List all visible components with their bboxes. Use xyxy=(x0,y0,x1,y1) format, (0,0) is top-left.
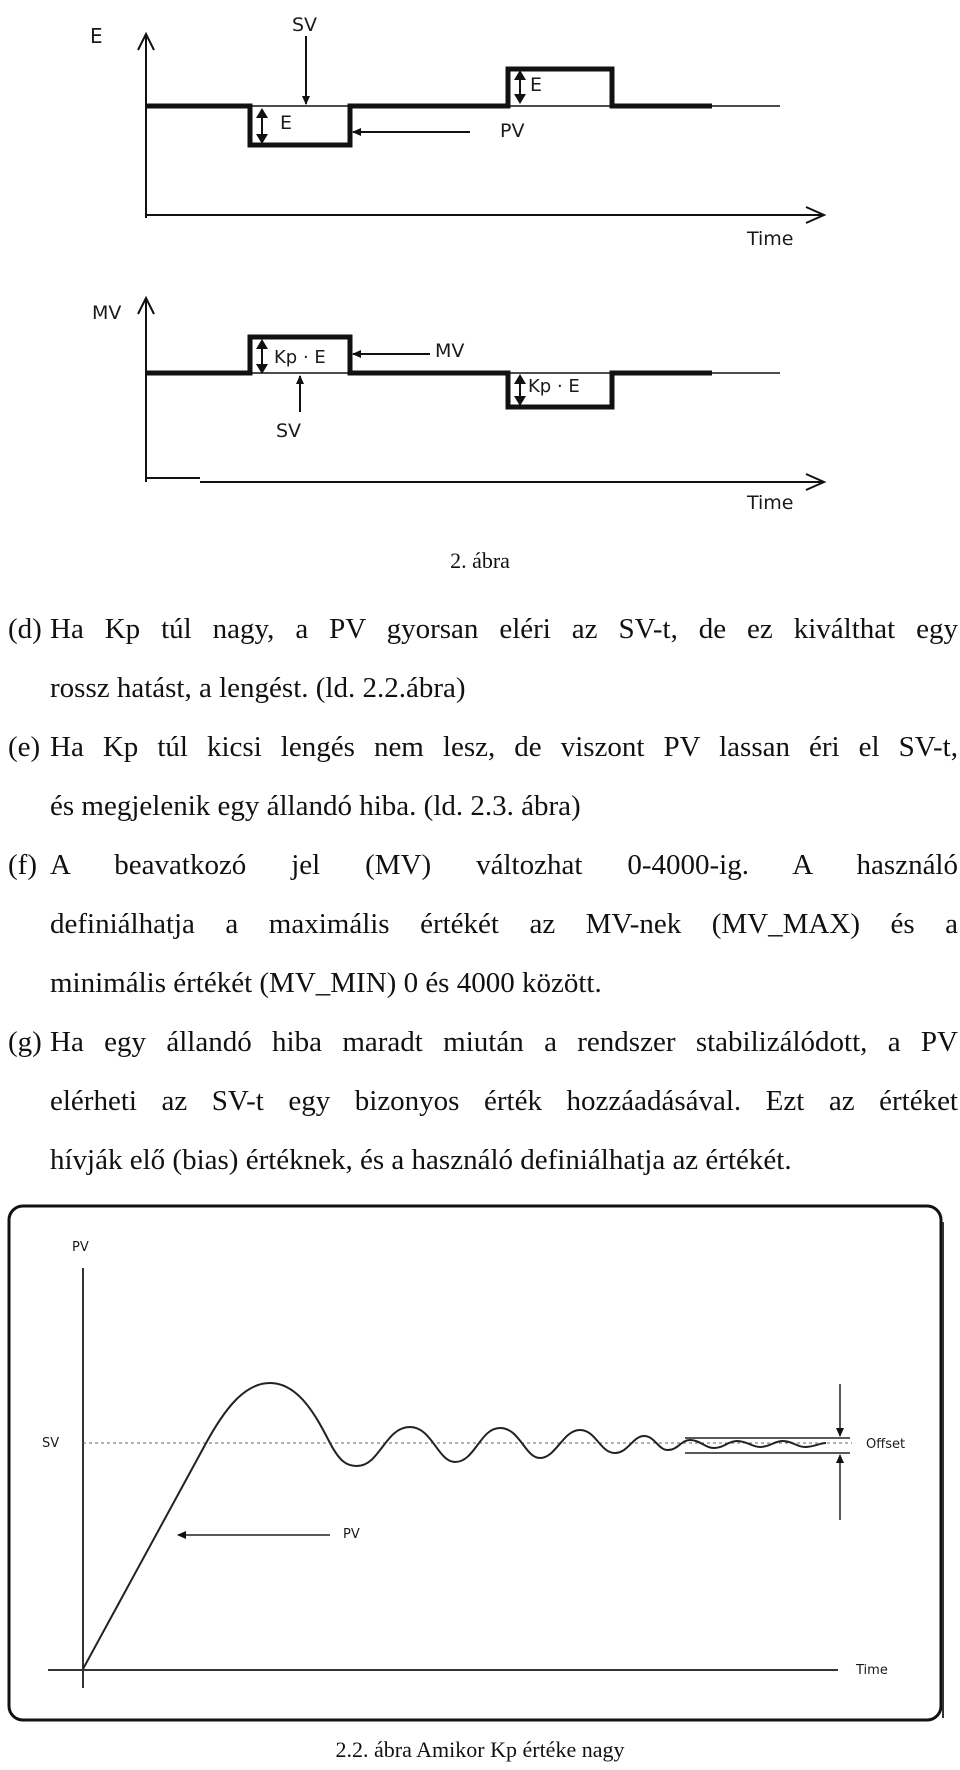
text-line: Ha egy állandó hiba maradt miután a rendszer stabilizálódott, a PV xyxy=(50,1026,958,1058)
fig2-sv-label: SV xyxy=(42,1436,60,1451)
list-item-label: (f) xyxy=(8,849,37,881)
list-item-label: (d) xyxy=(8,613,42,645)
fig2-x-axis-label: Time xyxy=(856,1663,888,1678)
top-y-axis-label: E xyxy=(90,24,103,48)
top-pv-label: PV xyxy=(500,120,525,142)
bottom-y-axis-label: MV xyxy=(92,302,122,324)
figure-2-caption: 2.2. ábra Amikor Kp értéke nagy xyxy=(335,1737,625,1762)
top-x-axis-label: Time xyxy=(747,228,794,250)
text-line: A beavatkozó jel (MV) változhat 0-4000-ig. A használó xyxy=(50,849,958,881)
fig2-pv-label: PV xyxy=(343,1527,360,1542)
list-item-body xyxy=(50,600,958,718)
text-line: rossz hatást, a lengést. (ld. 2.2.ábra) xyxy=(50,672,466,704)
list-item-body xyxy=(50,836,958,1013)
text-line: elérheti az SV-t egy bizonyos érték hozzáadásával. Ezt az értéket xyxy=(50,1085,958,1117)
text-line: és megjelenik egy állandó hiba. (ld. 2.3. ábra) xyxy=(50,790,581,822)
bottom-kp-label-low: Kp · E xyxy=(528,376,580,397)
list-item-label: (e) xyxy=(8,731,41,763)
list-item-label: (g) xyxy=(8,1026,42,1058)
fig2-offset-label: Offset xyxy=(866,1437,906,1452)
figure-2-frame xyxy=(9,1206,941,1720)
bottom-mv-trace xyxy=(146,337,712,407)
top-sv-label: SV xyxy=(292,14,318,36)
fig2-y-axis-label: PV xyxy=(72,1240,89,1255)
bottom-chart xyxy=(138,298,824,490)
text-line: Ha Kp túl kicsi lengés nem lesz, de viszont PV lassan éri el SV-t, xyxy=(50,731,958,763)
bottom-mv-label: MV xyxy=(435,340,465,362)
figure-2-graphics xyxy=(9,1206,943,1720)
text-line: minimális értékét (MV_MIN) 0 és 4000 között. xyxy=(50,967,602,999)
figure-1-caption: 2. ábra xyxy=(450,548,510,573)
top-error-label-high: E xyxy=(530,74,543,96)
text-line: hívják elő (bias) értéknek, és a használó definiálhatja az értékét. xyxy=(50,1144,792,1176)
text-line: Ha Kp túl nagy, a PV gyorsan eléri az SV-t, de ez kiválthat egy xyxy=(50,613,958,645)
top-chart xyxy=(138,34,824,223)
fig2-pv-curve xyxy=(83,1383,826,1669)
top-pv-trace xyxy=(146,69,712,145)
bottom-kp-label-high: Kp · E xyxy=(274,347,326,368)
list-item-body xyxy=(50,718,958,836)
top-error-label-low: E xyxy=(280,112,293,134)
bottom-sv-label: SV xyxy=(276,420,302,442)
list-item-body xyxy=(50,1013,958,1190)
text-line: definiálhatja a maximális értékét az MV-nek (MV_MAX) és a xyxy=(50,908,958,940)
bottom-x-axis-label: Time xyxy=(747,492,794,514)
